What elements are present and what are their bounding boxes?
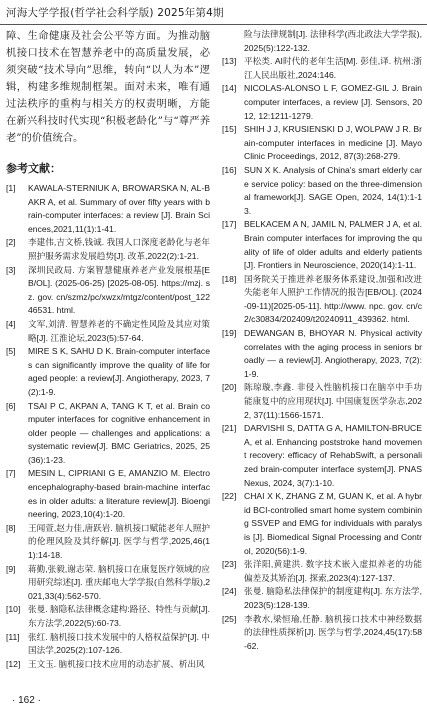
reference-item	[222, 613, 422, 654]
reference-text: 李教水,梁恒瑜,任静. 脑机接口技术中神经数据的法律性质探析[J]. 医学与哲学,2024,45(17):58-62.	[244, 613, 422, 651]
reference-item	[222, 490, 422, 558]
reference-item	[6, 658, 210, 672]
reference-number: [24]	[222, 586, 237, 597]
reference-text: SHIH J J, KRUSIENSKI D J, WOLPAW J R. Brain-computer interfaces in medicine [J]. Mayo Clinic Proceedings, 2012, 87(3):268-279.	[244, 124, 422, 162]
reference-item	[222, 82, 422, 123]
reference-item	[222, 164, 422, 218]
reference-number: [20]	[222, 382, 237, 393]
reference-text: 张曼. 脑隐私法律概念建构:路径、特性与贡献[J]. 东方法学,2022(5):60-73.	[28, 604, 210, 628]
reference-text: 文军,刘清. 智慧养老的不确定性风险及其应对策略[J]. 江淮论坛,2023(5):57-64.	[28, 318, 210, 343]
reference-number: [9]	[6, 563, 16, 574]
reference-number: [23]	[222, 559, 237, 570]
reference-text: 陈琼璇,李鑫. 非侵入性脑机接口在脑卒中手功能康复中的应用现状[J]. 中国康复医学杂志,2022, 37(11):1566-1571.	[244, 382, 422, 420]
reference-item	[6, 467, 210, 521]
reference-number: [8]	[6, 522, 16, 533]
reference-item	[222, 327, 422, 381]
reference-number: [17]	[222, 219, 237, 230]
reference-number: [21]	[222, 423, 237, 434]
reference-item	[222, 422, 422, 490]
reference-text: 深圳民政局. 方案智慧健康养老产业发展根基[EB/OL]. (2025-06-25) [2025-08-05]. https://mzj. sz. gov. cn/szmz/pc/xwzx/mtgz/content/post_12246531. html.	[28, 264, 210, 316]
reference-text: 蒋勤,张毅,谢志荣. 脑机接口在康复医疗领域的应用研究综述[J]. 重庆邮电大学学报(自然科学版),2021,33(4):562-570.	[28, 563, 210, 601]
reference-text: 王文玉. 脑机接口技术应用的动态扩展、析出风	[28, 658, 205, 669]
reference-item	[6, 345, 210, 399]
reference-text: CHAI X K, ZHANG Z M, GUAN K, et al. A hybrid BCI-controlled smart home system combining SSVEP and EMG for individuals with paralysis [J]. Biomedical Signal Processing and Control, 2020(56):1-9.	[244, 491, 422, 556]
reference-item	[6, 318, 210, 345]
reference-text: MESIN L, CIPRIANI G E, AMANZIO M. Electroencephalography-based brain-machine interfaces in older adults: a literature review[J]. Bioengineering, 2023,10(4):1-20.	[28, 468, 210, 520]
reference-number: [25]	[222, 613, 237, 624]
journal-title: 河海大学学报(哲学社会科学版) 2025年第4期	[6, 7, 224, 19]
reference-item	[222, 123, 422, 164]
reference-number: [19]	[222, 328, 237, 339]
reference-number: [22]	[222, 491, 237, 502]
reference-text: SUN X K. Analysis of China's smart elderly care service policy: based on the three-dimensional framework[J]. SAGE Open, 2024, 14(1):1-13.	[244, 164, 422, 216]
right-column	[222, 28, 422, 653]
reference-item	[6, 563, 210, 604]
reference-item	[6, 631, 210, 658]
reference-item	[222, 558, 422, 585]
page-number: · 162 ·	[12, 695, 41, 706]
reference-item	[6, 522, 210, 563]
reference-item	[222, 273, 422, 327]
reference-text: DARVISHI S, DATTA G A, HAMILTON-BRUCE A, et al. Enhancing poststroke hand movement recovery: efficacy of RehabSwift, a personalized brain-computer interface system[J]. PNAS Nexus, 2024, 3(7):1-10.	[244, 423, 422, 488]
reference-text: 李建伟,吉文桥,钱诚. 我国人口深度老龄化与老年照护服务需求发展趋势[J]. 改革,2022(2):1-21.	[28, 237, 210, 261]
reference-number: [7]	[6, 468, 16, 479]
reference-item	[222, 585, 422, 612]
reference-number: [12]	[6, 658, 21, 669]
reference-item	[222, 381, 422, 422]
reference-item	[222, 218, 422, 272]
reference-item	[6, 603, 210, 630]
reference-number: [4]	[6, 318, 16, 329]
reference-item	[6, 400, 210, 468]
running-header	[0, 0, 427, 25]
reference-list-right	[222, 28, 422, 653]
reference-number: [13]	[222, 56, 237, 67]
reference-number	[222, 28, 244, 55]
body-paragraph: 障、生命健康及社会公平等方面。为推动脑机接口技术在智慧养老中的高质量发展，必须突破“技术导向”思维，转向“以人为本”逻辑，构建多维规制框架。面对未来，唯有通过法秩序的重构与相关方的权责明晰，方能在新兴科技时代实现“积极老龄化”与“尊严养老”的价值统合。	[6, 30, 210, 144]
reference-list-left	[6, 182, 210, 671]
reference-text: 王闻萱,赵力佳,唐跃岩. 脑机接口赋能老年人照护的伦理风险及其纾解[J]. 医学与哲学,2025,46(11):14-18.	[28, 522, 210, 561]
references-heading: 参考文献：	[6, 162, 61, 175]
reference-number: [16]	[222, 164, 237, 175]
reference-number: [5]	[6, 346, 16, 357]
reference-number: [18]	[222, 273, 237, 284]
reference-number: [10]	[6, 604, 21, 615]
reference-item	[6, 264, 210, 318]
reference-text: 张曼. 脑隐私法律保护的制度建构[J]. 东方法学,2023(5):128-139.	[244, 586, 422, 610]
reference-item	[222, 55, 422, 82]
reference-number: [3]	[6, 264, 16, 275]
reference-text: 国务院关于推进养老服务体系建设,加强和改进失能老年人照护工作情况的报告[EB/OL]. (2024-09-11)[2025-05-11]. http://www. npc. gov. cn/c2/c30834/202409/t20240911_439362. html.	[244, 273, 422, 325]
reference-item	[6, 182, 210, 236]
reference-text: 险与法律规制[J]. 法律科学(西北政法大学学报),2025(5):122-132.	[244, 29, 422, 53]
reference-text: BELKACEM A N, JAMIL N, PALMER J A, et al. Brain computer interfaces for improving the quality of life of older adults and elderly patients [J]. Frontiers in Neuroscience, 2020(14):1-11.	[244, 219, 422, 271]
reference-number: [6]	[6, 400, 16, 411]
reference-text: 张洋阳,黄建洪. 数字技术嵌入虚拟养老的功能偏差及其矫治[J]. 探索,2023(4):127-137.	[244, 559, 422, 583]
reference-number: [11]	[6, 631, 20, 642]
reference-text: DEWANGAN B, BHOYAR N. Physical activity correlates with the aging process in seniors broadly — a review[J]. Angiotherapy, 2023, 7(2):1-9.	[244, 328, 422, 379]
reference-text: 平松类. AI时代的老年生活[M]. 彭佳,译. 杭州:浙江人民出版社,2024:146.	[244, 56, 422, 80]
left-column	[6, 28, 210, 671]
reference-item	[222, 28, 422, 55]
reference-number: [2]	[6, 237, 16, 248]
reference-text: TSAI P C, AKPAN A, TANG K T, et al. Brain computer interfaces for cognitive enhancement in older people — challenges and applications: a systematic review[J]. BMC Geriatrics, 2025, 25(36):1-23.	[28, 400, 210, 465]
reference-number: [14]	[222, 83, 237, 94]
reference-number: [15]	[222, 124, 237, 135]
reference-text: 张红. 脑机接口技术发展中的人格权益保护[J]. 中国法学,2025(2):107-126.	[28, 631, 210, 656]
reference-text: KAWALA-STERNIUK A, BROWARSKA N, AL-BAKR A, et al. Summary of over fifty years with brain-computer interfaces: a review [J]. Brain Sciences,2021,11(1):1-41.	[28, 183, 210, 234]
reference-text: NICOLAS-ALONSO L F, GOMEZ-GIL J. Brain computer interfaces, a review [J]. Sensors, 2012, 12:1211-1279.	[244, 83, 422, 121]
reference-text: MIRE S K, SAHU D K. Brain-computer interfaces can significantly improve the quality of life for aged people: a review[J]. Angiotherapy, 2023, 7(2):1-9.	[28, 346, 210, 397]
reference-number: [1]	[6, 183, 16, 193]
reference-item	[6, 236, 210, 263]
